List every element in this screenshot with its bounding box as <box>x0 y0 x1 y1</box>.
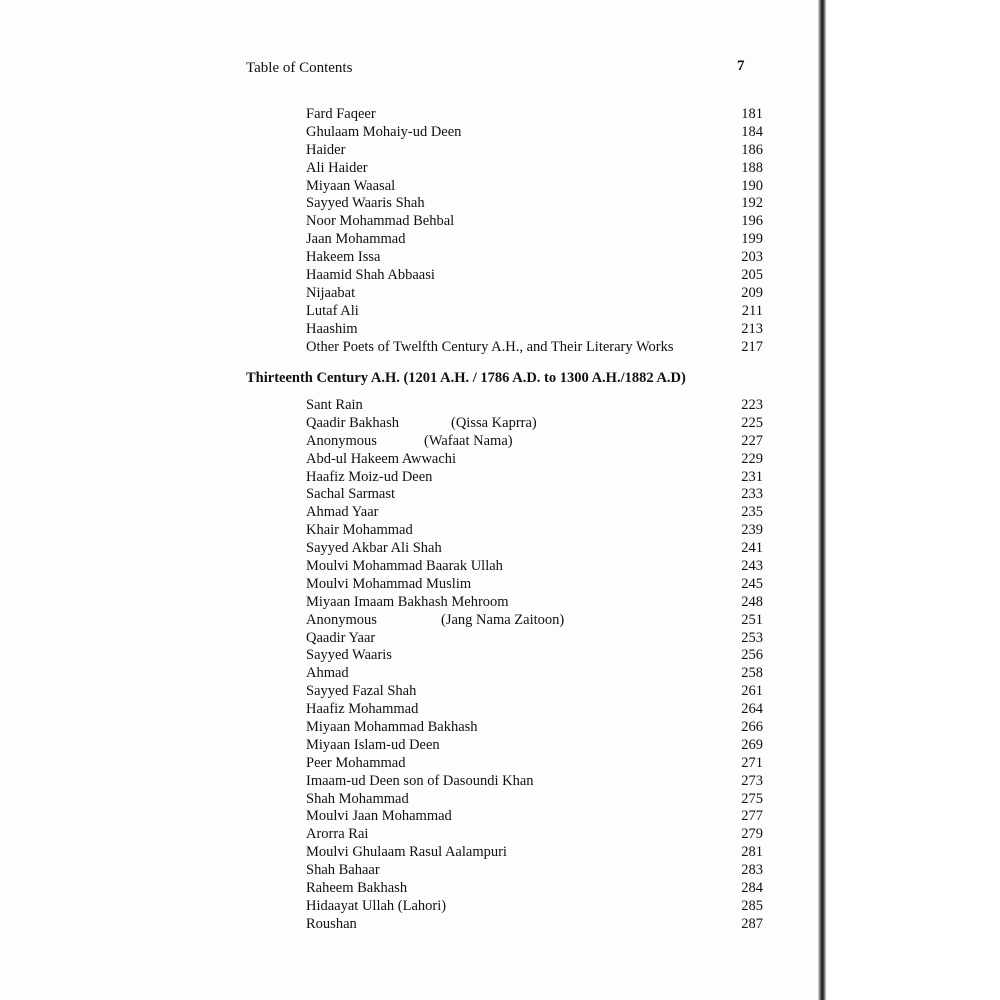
toc-entry-title: Miyaan Imaam Bakhash Mehroom <box>306 593 509 610</box>
toc-entry <box>306 160 763 178</box>
toc-entry-title: Hakeem Issa <box>306 249 381 266</box>
toc-entry-title: Ali Haider <box>306 159 368 176</box>
toc-entry-page-number: 241 <box>741 540 763 557</box>
toc-entry-page-number: 285 <box>741 897 763 914</box>
toc-entry-title: Nijaabat <box>306 284 356 301</box>
toc-entry <box>306 558 763 576</box>
toc-entry-title: Miyaan Waasal <box>306 177 396 194</box>
toc-entry-title: Anonymous <box>306 432 377 449</box>
toc-entry-page-number: 196 <box>741 213 763 230</box>
toc-entry-page-number: 227 <box>741 432 763 449</box>
toc-entry-page-number: 258 <box>741 665 763 682</box>
toc-entry-page-number: 233 <box>741 486 763 503</box>
toc-entry <box>306 213 763 231</box>
toc-entry-title: Shah Mohammad <box>306 790 409 807</box>
toc-entry-title: Ghulaam Mohaiy-ud Deen <box>306 123 462 140</box>
toc-list-thirteenth-century <box>306 397 763 934</box>
toc-entry-title: Sant Rain <box>306 397 363 413</box>
toc-entry <box>306 469 763 487</box>
toc-entry-page-number: 235 <box>741 504 763 521</box>
toc-entry-title: Shah Bahaar <box>306 862 380 879</box>
toc-entry <box>306 267 763 285</box>
toc-entry <box>306 862 763 880</box>
toc-entry-title: Abd-ul Hakeem Awwachi <box>306 450 457 467</box>
toc-entry-title: Miyaan Mohammad Bakhash <box>306 719 478 736</box>
toc-entry <box>306 522 763 540</box>
toc-entry <box>306 844 763 862</box>
toc-entry-title: Sayyed Akbar Ali Shah <box>306 540 442 557</box>
toc-entry-title: Sachal Sarmast <box>306 486 395 503</box>
toc-entry-page-number: 192 <box>741 195 763 212</box>
toc-entry <box>306 124 763 142</box>
toc-entry-page-number: 253 <box>741 629 763 646</box>
toc-entry-page-number: 269 <box>741 736 763 753</box>
toc-entry <box>306 451 763 469</box>
toc-entry-title: Jaan Mohammad <box>306 231 406 248</box>
toc-entry <box>306 773 763 791</box>
toc-entry <box>306 701 763 719</box>
toc-entry-title: Other Poets of Twelfth Century A.H., and Their Literary Works <box>306 338 674 355</box>
toc-entry-page-number: 281 <box>741 844 763 861</box>
toc-entry <box>306 791 763 809</box>
toc-entry-page-number: 203 <box>741 249 763 266</box>
toc-entry <box>306 142 763 160</box>
toc-entry <box>306 433 763 451</box>
toc-entry-page-number: 271 <box>741 754 763 771</box>
toc-entry-page-number: 190 <box>741 177 763 194</box>
toc-entry-page-number: 223 <box>741 397 763 413</box>
toc-entry <box>306 339 763 357</box>
toc-entry-page-number: 248 <box>741 593 763 610</box>
toc-entry-title: Ahmad <box>306 665 349 682</box>
toc-entry-page-number: 229 <box>741 450 763 467</box>
toc-entry-title: Anonymous <box>306 611 377 628</box>
toc-entry-title: Moulvi Mohammad Muslim <box>306 575 472 592</box>
toc-entry-page-number: 211 <box>741 302 763 319</box>
toc-entry <box>306 249 763 267</box>
toc-list-twelfth-century <box>306 106 763 356</box>
toc-entry <box>306 630 763 648</box>
toc-entry-page-number: 188 <box>741 159 763 176</box>
toc-entry-title: Haafiz Mohammad <box>306 701 419 718</box>
toc-entry-page-number: 199 <box>741 231 763 248</box>
section-heading: Thirteenth Century A.H. (1201 A.H. / 1786 A.D. to 1300 A.H./1882 A.D) <box>246 370 686 386</box>
toc-entry <box>306 504 763 522</box>
toc-entry <box>306 195 763 213</box>
toc-entry-page-number: 287 <box>741 915 763 932</box>
toc-entry-note: (Wafaat Nama) <box>424 432 513 449</box>
toc-entry-title: Raheem Bakhash <box>306 880 408 897</box>
toc-entry <box>306 285 763 303</box>
toc-entry-note: (Qissa Kaprra) <box>451 414 537 431</box>
toc-entry <box>306 916 763 934</box>
toc-entry-page-number: 273 <box>741 772 763 789</box>
toc-entry-title: Moulvi Mohammad Baarak Ullah <box>306 558 503 575</box>
toc-entry-title: Roushan <box>306 915 357 932</box>
toc-entry-page-number: 245 <box>741 575 763 592</box>
toc-entry-title: Fard Faqeer <box>306 106 376 122</box>
toc-entry-page-number: 251 <box>741 611 763 628</box>
toc-entry-page-number: 279 <box>741 826 763 843</box>
toc-entry <box>306 231 763 249</box>
toc-entry <box>306 594 763 612</box>
toc-entry <box>306 737 763 755</box>
toc-entry-title: Qaadir Bakhash <box>306 414 400 431</box>
toc-entry-page-number: 184 <box>741 123 763 140</box>
background-margin <box>826 0 1000 1000</box>
toc-entry-title: Haashim <box>306 320 358 337</box>
toc-entry-title: Ahmad Yaar <box>306 504 379 521</box>
toc-entry-title: Lutaf Ali <box>306 302 359 319</box>
toc-entry-page-number: 264 <box>741 701 763 718</box>
toc-entry-page-number: 217 <box>741 338 763 355</box>
toc-entry-title: Haamid Shah Abbaasi <box>306 267 435 284</box>
toc-entry <box>306 719 763 737</box>
toc-entry <box>306 755 763 773</box>
page-number: 7 <box>737 58 745 74</box>
toc-entry <box>306 808 763 826</box>
toc-entry-title: Sayyed Fazal Shah <box>306 683 417 700</box>
toc-entry <box>306 321 763 339</box>
toc-entry <box>306 665 763 683</box>
toc-entry <box>306 683 763 701</box>
toc-entry <box>306 540 763 558</box>
toc-entry-title: Haafiz Moiz-ud Deen <box>306 468 433 485</box>
toc-entry-title: Hidaayat Ullah (Lahori) <box>306 897 447 914</box>
toc-entry <box>306 612 763 630</box>
toc-entry <box>306 397 763 415</box>
toc-entry-title: Peer Mohammad <box>306 754 406 771</box>
toc-entry <box>306 576 763 594</box>
toc-entry-title: Moulvi Ghulaam Rasul Aalampuri <box>306 844 507 861</box>
toc-entry <box>306 303 763 321</box>
toc-entry-page-number: 231 <box>741 468 763 485</box>
running-header-title: Table of Contents <box>246 60 353 76</box>
toc-entry-title: Imaam-ud Deen son of Dasoundi Khan <box>306 772 534 789</box>
toc-entry-title: Miyaan Islam-ud Deen <box>306 736 440 753</box>
toc-entry <box>306 106 763 124</box>
toc-entry-title: Noor Mohammad Behbal <box>306 213 455 230</box>
toc-entry-page-number: 225 <box>741 414 763 431</box>
toc-entry <box>306 898 763 916</box>
toc-entry-title: Sayyed Waaris <box>306 647 392 664</box>
toc-entry-page-number: 283 <box>741 862 763 879</box>
toc-entry-page-number: 256 <box>741 647 763 664</box>
toc-entry-title: Qaadir Yaar <box>306 629 376 646</box>
toc-entry <box>306 486 763 504</box>
toc-entry-page-number: 209 <box>741 284 763 301</box>
toc-entry-page-number: 277 <box>741 808 763 825</box>
toc-entry-page-number: 243 <box>741 558 763 575</box>
toc-entry <box>306 880 763 898</box>
toc-entry-page-number: 261 <box>741 683 763 700</box>
toc-entry <box>306 178 763 196</box>
toc-entry-page-number: 284 <box>741 880 763 897</box>
toc-entry-page-number: 266 <box>741 719 763 736</box>
toc-entry-title: Sayyed Waaris Shah <box>306 195 425 212</box>
book-spine-shadow <box>818 0 826 1000</box>
toc-entry-page-number: 239 <box>741 522 763 539</box>
toc-entry-title: Haider <box>306 141 346 158</box>
toc-entry <box>306 415 763 433</box>
toc-entry-page-number: 205 <box>741 267 763 284</box>
toc-entry-title: Moulvi Jaan Mohammad <box>306 808 452 825</box>
toc-entry-page-number: 275 <box>741 790 763 807</box>
toc-entry-title: Khair Mohammad <box>306 522 413 539</box>
toc-entry <box>306 826 763 844</box>
toc-entry <box>306 647 763 665</box>
toc-entry-page-number: 213 <box>741 320 763 337</box>
toc-entry-page-number: 181 <box>741 106 763 122</box>
toc-entry-title: Arorra Rai <box>306 826 369 843</box>
toc-entry-page-number: 186 <box>741 141 763 158</box>
toc-entry-note: (Jang Nama Zaitoon) <box>441 611 565 628</box>
